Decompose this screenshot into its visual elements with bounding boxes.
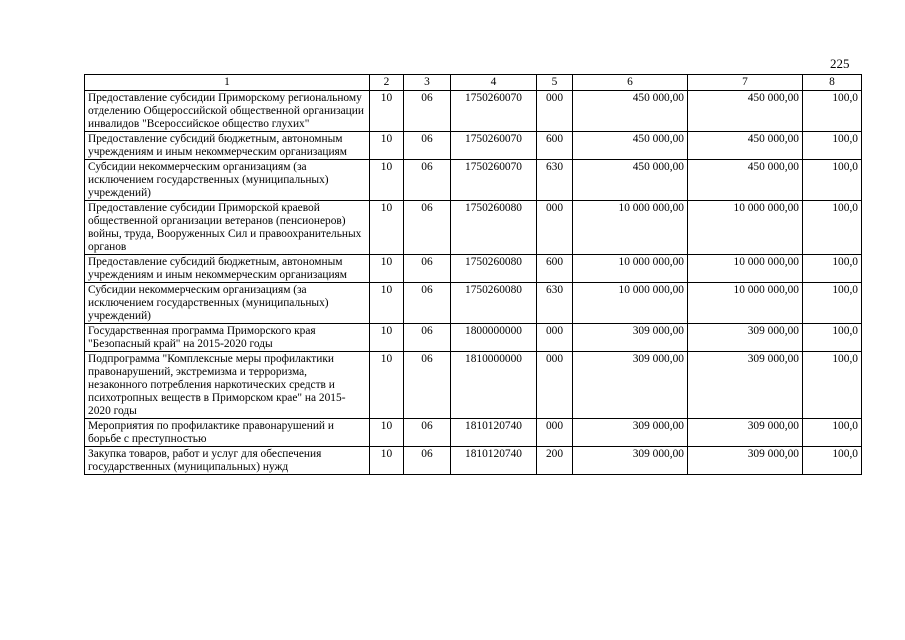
percent-col-8: 100,0 [803,160,862,201]
section-code: 10 [370,352,404,419]
amount-col-6: 450 000,00 [573,160,688,201]
amount-col-7: 450 000,00 [688,132,803,160]
row-name: Мероприятия по профилактике правонарушений и борьбе с преступностью [85,419,370,447]
target-article-code: 1800000000 [451,324,537,352]
target-article-code: 1750260080 [451,255,537,283]
table-row [85,324,862,352]
expense-type-code: 000 [537,91,573,132]
subsection-code: 06 [404,255,451,283]
subsection-code: 06 [404,352,451,419]
amount-col-6: 450 000,00 [573,91,688,132]
page-number: 225 [830,56,850,71]
target-article-code: 1750260080 [451,201,537,255]
column-header: 6 [573,75,688,91]
expense-type-code: 000 [537,352,573,419]
column-header: 2 [370,75,404,91]
percent-col-8: 100,0 [803,447,862,475]
subsection-code: 06 [404,419,451,447]
expense-type-code: 600 [537,132,573,160]
header-row [85,75,862,91]
amount-col-6: 309 000,00 [573,419,688,447]
percent-col-8: 100,0 [803,283,862,324]
amount-col-6: 309 000,00 [573,324,688,352]
section-code: 10 [370,160,404,201]
percent-col-8: 100,0 [803,324,862,352]
amount-col-6: 10 000 000,00 [573,283,688,324]
target-article-code: 1750260070 [451,132,537,160]
percent-col-8: 100,0 [803,352,862,419]
target-article-code: 1750260080 [451,283,537,324]
table-row [85,352,862,419]
percent-col-8: 100,0 [803,132,862,160]
table-row [85,419,862,447]
percent-col-8: 100,0 [803,419,862,447]
percent-col-8: 100,0 [803,91,862,132]
column-header: 4 [451,75,537,91]
expense-type-code: 600 [537,255,573,283]
amount-col-6: 10 000 000,00 [573,255,688,283]
section-code: 10 [370,91,404,132]
amount-col-6: 309 000,00 [573,352,688,419]
expense-type-code: 200 [537,447,573,475]
table-row [85,255,862,283]
table-row [85,283,862,324]
amount-col-6: 10 000 000,00 [573,201,688,255]
amount-col-7: 309 000,00 [688,324,803,352]
target-article-code: 1810000000 [451,352,537,419]
amount-col-6: 309 000,00 [573,447,688,475]
amount-col-7: 309 000,00 [688,419,803,447]
target-article-code: 1810120740 [451,447,537,475]
column-header: 8 [803,75,862,91]
subsection-code: 06 [404,91,451,132]
column-header: 7 [688,75,803,91]
percent-col-8: 100,0 [803,201,862,255]
subsection-code: 06 [404,201,451,255]
expense-type-code: 000 [537,201,573,255]
section-code: 10 [370,132,404,160]
amount-col-6: 450 000,00 [573,132,688,160]
column-header: 1 [85,75,370,91]
table-row [85,91,862,132]
column-header: 5 [537,75,573,91]
expense-type-code: 000 [537,419,573,447]
table-row [85,160,862,201]
table-row [85,132,862,160]
row-name: Государственная программа Приморского края "Безопасный край" на 2015-2020 годы [85,324,370,352]
subsection-code: 06 [404,283,451,324]
expense-type-code: 630 [537,283,573,324]
row-name: Закупка товаров, работ и услуг для обеспечения государственных (муниципальных) нужд [85,447,370,475]
amount-col-7: 450 000,00 [688,160,803,201]
target-article-code: 1750260070 [451,91,537,132]
subsection-code: 06 [404,160,451,201]
expense-type-code: 630 [537,160,573,201]
row-name: Предоставление субсидий бюджетным, автономным учреждениям и иным некоммерческим организациям [85,132,370,160]
subsection-code: 06 [404,132,451,160]
budget-table [84,74,862,475]
row-name: Субсидии некоммерческим организациям (за исключением государственных (муниципальных) учреждений) [85,160,370,201]
row-name: Субсидии некоммерческим организациям (за исключением государственных (муниципальных) учреждений) [85,283,370,324]
section-code: 10 [370,255,404,283]
amount-col-7: 10 000 000,00 [688,201,803,255]
row-name: Предоставление субсидии Приморскому региональному отделению Общероссийской общественной организации инвалидов "Всероссийское общество глухих" [85,91,370,132]
row-name: Предоставление субсидий бюджетным, автономным учреждениям и иным некоммерческим организациям [85,255,370,283]
amount-col-7: 10 000 000,00 [688,283,803,324]
section-code: 10 [370,324,404,352]
target-article-code: 1750260070 [451,160,537,201]
row-name: Подпрограмма "Комплексные меры профилактики правонарушений, экстремизма и терроризма, незаконного потребления наркотических средств и психотропных веществ в Приморском крае" на 2015-2020 годы [85,352,370,419]
subsection-code: 06 [404,447,451,475]
table-row [85,201,862,255]
table-row [85,447,862,475]
section-code: 10 [370,201,404,255]
target-article-code: 1810120740 [451,419,537,447]
section-code: 10 [370,419,404,447]
row-name: Предоставление субсидии Приморской краевой общественной организации ветеранов (пенсионеров) войны, труда, Вооруженных Сил и правоохранительных органов [85,201,370,255]
amount-col-7: 309 000,00 [688,352,803,419]
section-code: 10 [370,283,404,324]
amount-col-7: 10 000 000,00 [688,255,803,283]
section-code: 10 [370,447,404,475]
column-header: 3 [404,75,451,91]
subsection-code: 06 [404,324,451,352]
amount-col-7: 450 000,00 [688,91,803,132]
percent-col-8: 100,0 [803,255,862,283]
expense-type-code: 000 [537,324,573,352]
amount-col-7: 309 000,00 [688,447,803,475]
